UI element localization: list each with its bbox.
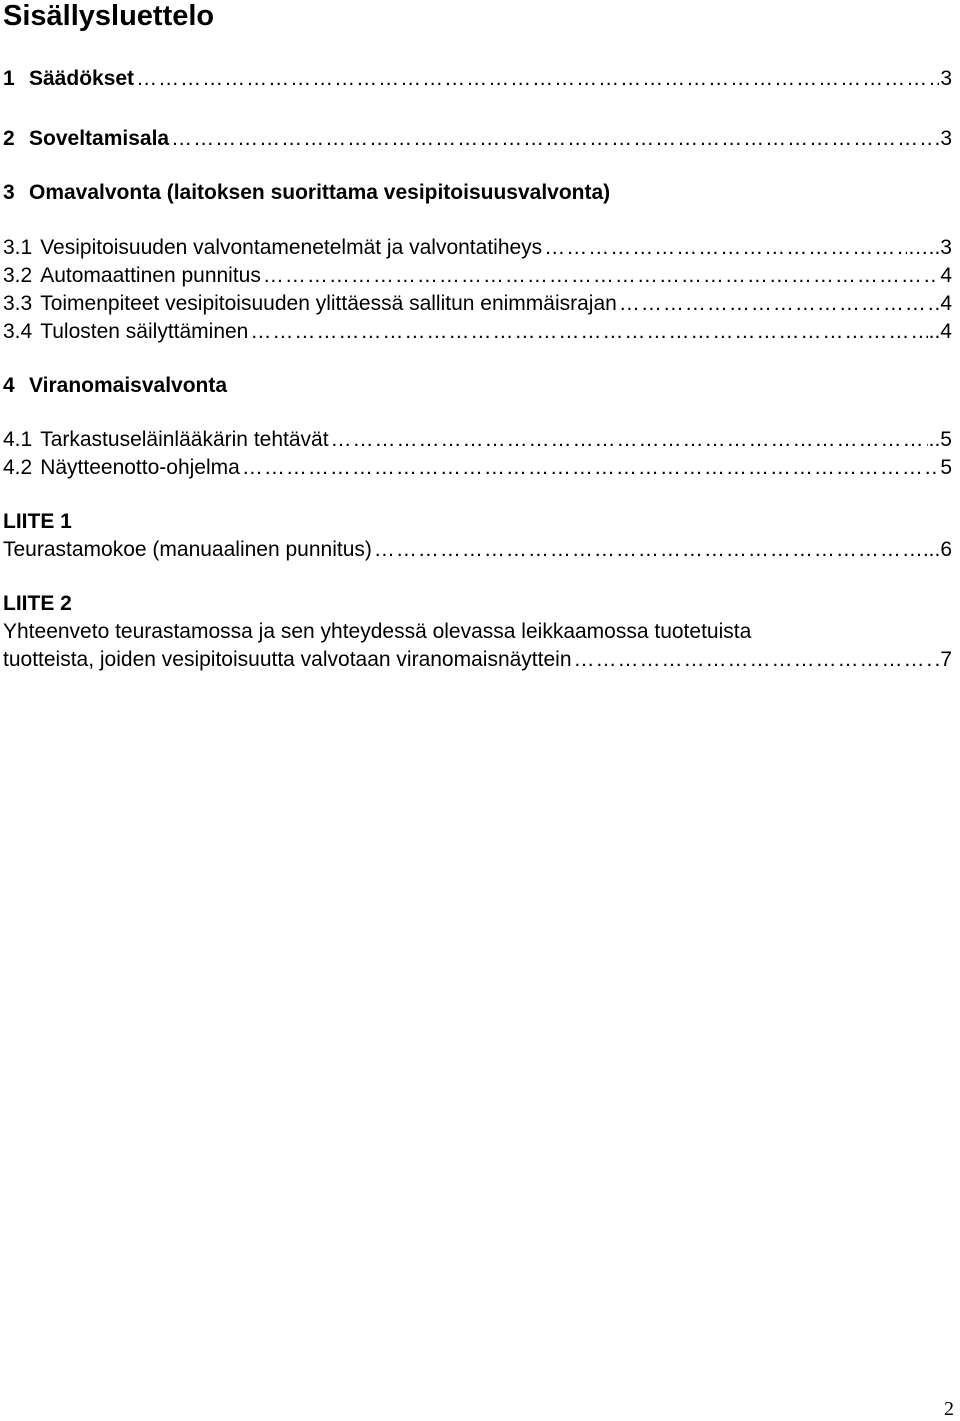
- dot-leader: [250, 319, 927, 345]
- toc-entry-label: [3, 455, 240, 481]
- appendix-2-heading: LIITE 2: [3, 592, 72, 615]
- toc-page-number: .3: [934, 127, 952, 150]
- toc-entry-label: [3, 291, 617, 317]
- toc-page-number: 5: [940, 456, 952, 479]
- toc-heading-4[interactable]: [3, 373, 227, 399]
- toc-entry-4-2[interactable]: [3, 455, 952, 481]
- toc-entry-label: [3, 235, 542, 261]
- toc-entry-title: Teurastamokoe (manuaalinen punnitus): [3, 538, 372, 561]
- toc-entry-label: [3, 263, 261, 289]
- toc-entry-title: Omavalvonta (laitoksen suorittama vesipitoisuusvalvonta): [29, 181, 611, 204]
- toc-entry-3-1[interactable]: [3, 235, 952, 261]
- toc-entry-1[interactable]: [3, 66, 952, 92]
- toc-entry-3-2[interactable]: [3, 263, 952, 289]
- toc-entry-title: Vesipitoisuuden valvontamenetelmät ja valvontatiheys: [40, 236, 543, 259]
- toc-heading-3[interactable]: [3, 180, 610, 206]
- toc-entry-title: Automaattinen punnitus: [40, 264, 261, 287]
- toc-entry-title: Toimenpiteet vesipitoisuuden ylittäessä sallitun enimmäisrajan: [40, 292, 617, 315]
- appendix-2-title-line-1[interactable]: Yhteenveto teurastamossa ja sen yhteydessä olevassa leikkaamossa tuotetuista: [3, 620, 752, 643]
- appendix-1-heading: LIITE 1: [3, 510, 72, 533]
- toc-entry-title: Viranomaisvalvonta: [29, 374, 228, 397]
- dot-leader: [242, 455, 939, 481]
- toc-entry-title: Tulosten säilyttäminen: [40, 320, 249, 343]
- toc-entry-number: 3.3: [3, 292, 33, 315]
- toc-entry-number: 1: [3, 67, 15, 90]
- toc-entry-appendix-2[interactable]: [3, 647, 952, 673]
- page-number: 2: [944, 1398, 954, 1420]
- toc-entry-number: 4.2: [3, 456, 33, 479]
- toc-entry-label: [3, 126, 169, 152]
- toc-entry-title: Säädökset: [29, 67, 135, 90]
- dot-leader: [171, 126, 933, 152]
- toc-entry-number: 4.1: [3, 428, 33, 451]
- toc-page-number: ..4: [928, 320, 952, 343]
- toc-entry-number: 3.2: [3, 264, 33, 287]
- toc-page-number: 4: [940, 264, 952, 287]
- dot-leader: [136, 66, 939, 92]
- toc-page-number: 3: [940, 67, 952, 90]
- dot-leader: [619, 291, 939, 317]
- toc-entry-number: 4: [3, 374, 15, 397]
- dot-leader: [374, 537, 922, 563]
- toc-page-number: 4: [940, 292, 952, 315]
- toc-entry-number: 2: [3, 127, 15, 150]
- toc-entry-3-4[interactable]: [3, 319, 952, 345]
- dot-leader: [331, 427, 928, 453]
- toc-page-number: ...6: [922, 538, 952, 561]
- toc-entry-title: Tarkastuseläinlääkärin tehtävät: [40, 428, 329, 451]
- dot-leader: [544, 235, 906, 261]
- toc-entry-label: [3, 66, 134, 92]
- toc-page-number: .7: [934, 648, 952, 671]
- page-title: Sisällysluettelo: [3, 0, 215, 32]
- toc-page-number: …..3: [907, 236, 952, 259]
- toc-entry-title: Näytteenotto-ohjelma: [40, 456, 240, 479]
- dot-leader: [263, 263, 939, 289]
- toc-entry-title: tuotteista, joiden vesipitoisuutta valvotaan viranomaisnäyttein: [3, 648, 572, 671]
- toc-page-number: ..5: [928, 428, 952, 451]
- toc-entry-label: [3, 319, 248, 345]
- toc-entry-4-1[interactable]: [3, 427, 952, 453]
- toc-entry-3-3[interactable]: [3, 291, 952, 317]
- toc-entry-2[interactable]: [3, 126, 952, 152]
- dot-leader: [574, 647, 934, 673]
- toc-entry-appendix-1[interactable]: [3, 537, 952, 563]
- toc-entry-label: [3, 427, 329, 453]
- toc-entry-number: 3.1: [3, 236, 33, 259]
- toc-entry-number: 3.4: [3, 320, 33, 343]
- toc-entry-number: 3: [3, 181, 15, 204]
- toc-entry-title: Soveltamisala: [29, 127, 170, 150]
